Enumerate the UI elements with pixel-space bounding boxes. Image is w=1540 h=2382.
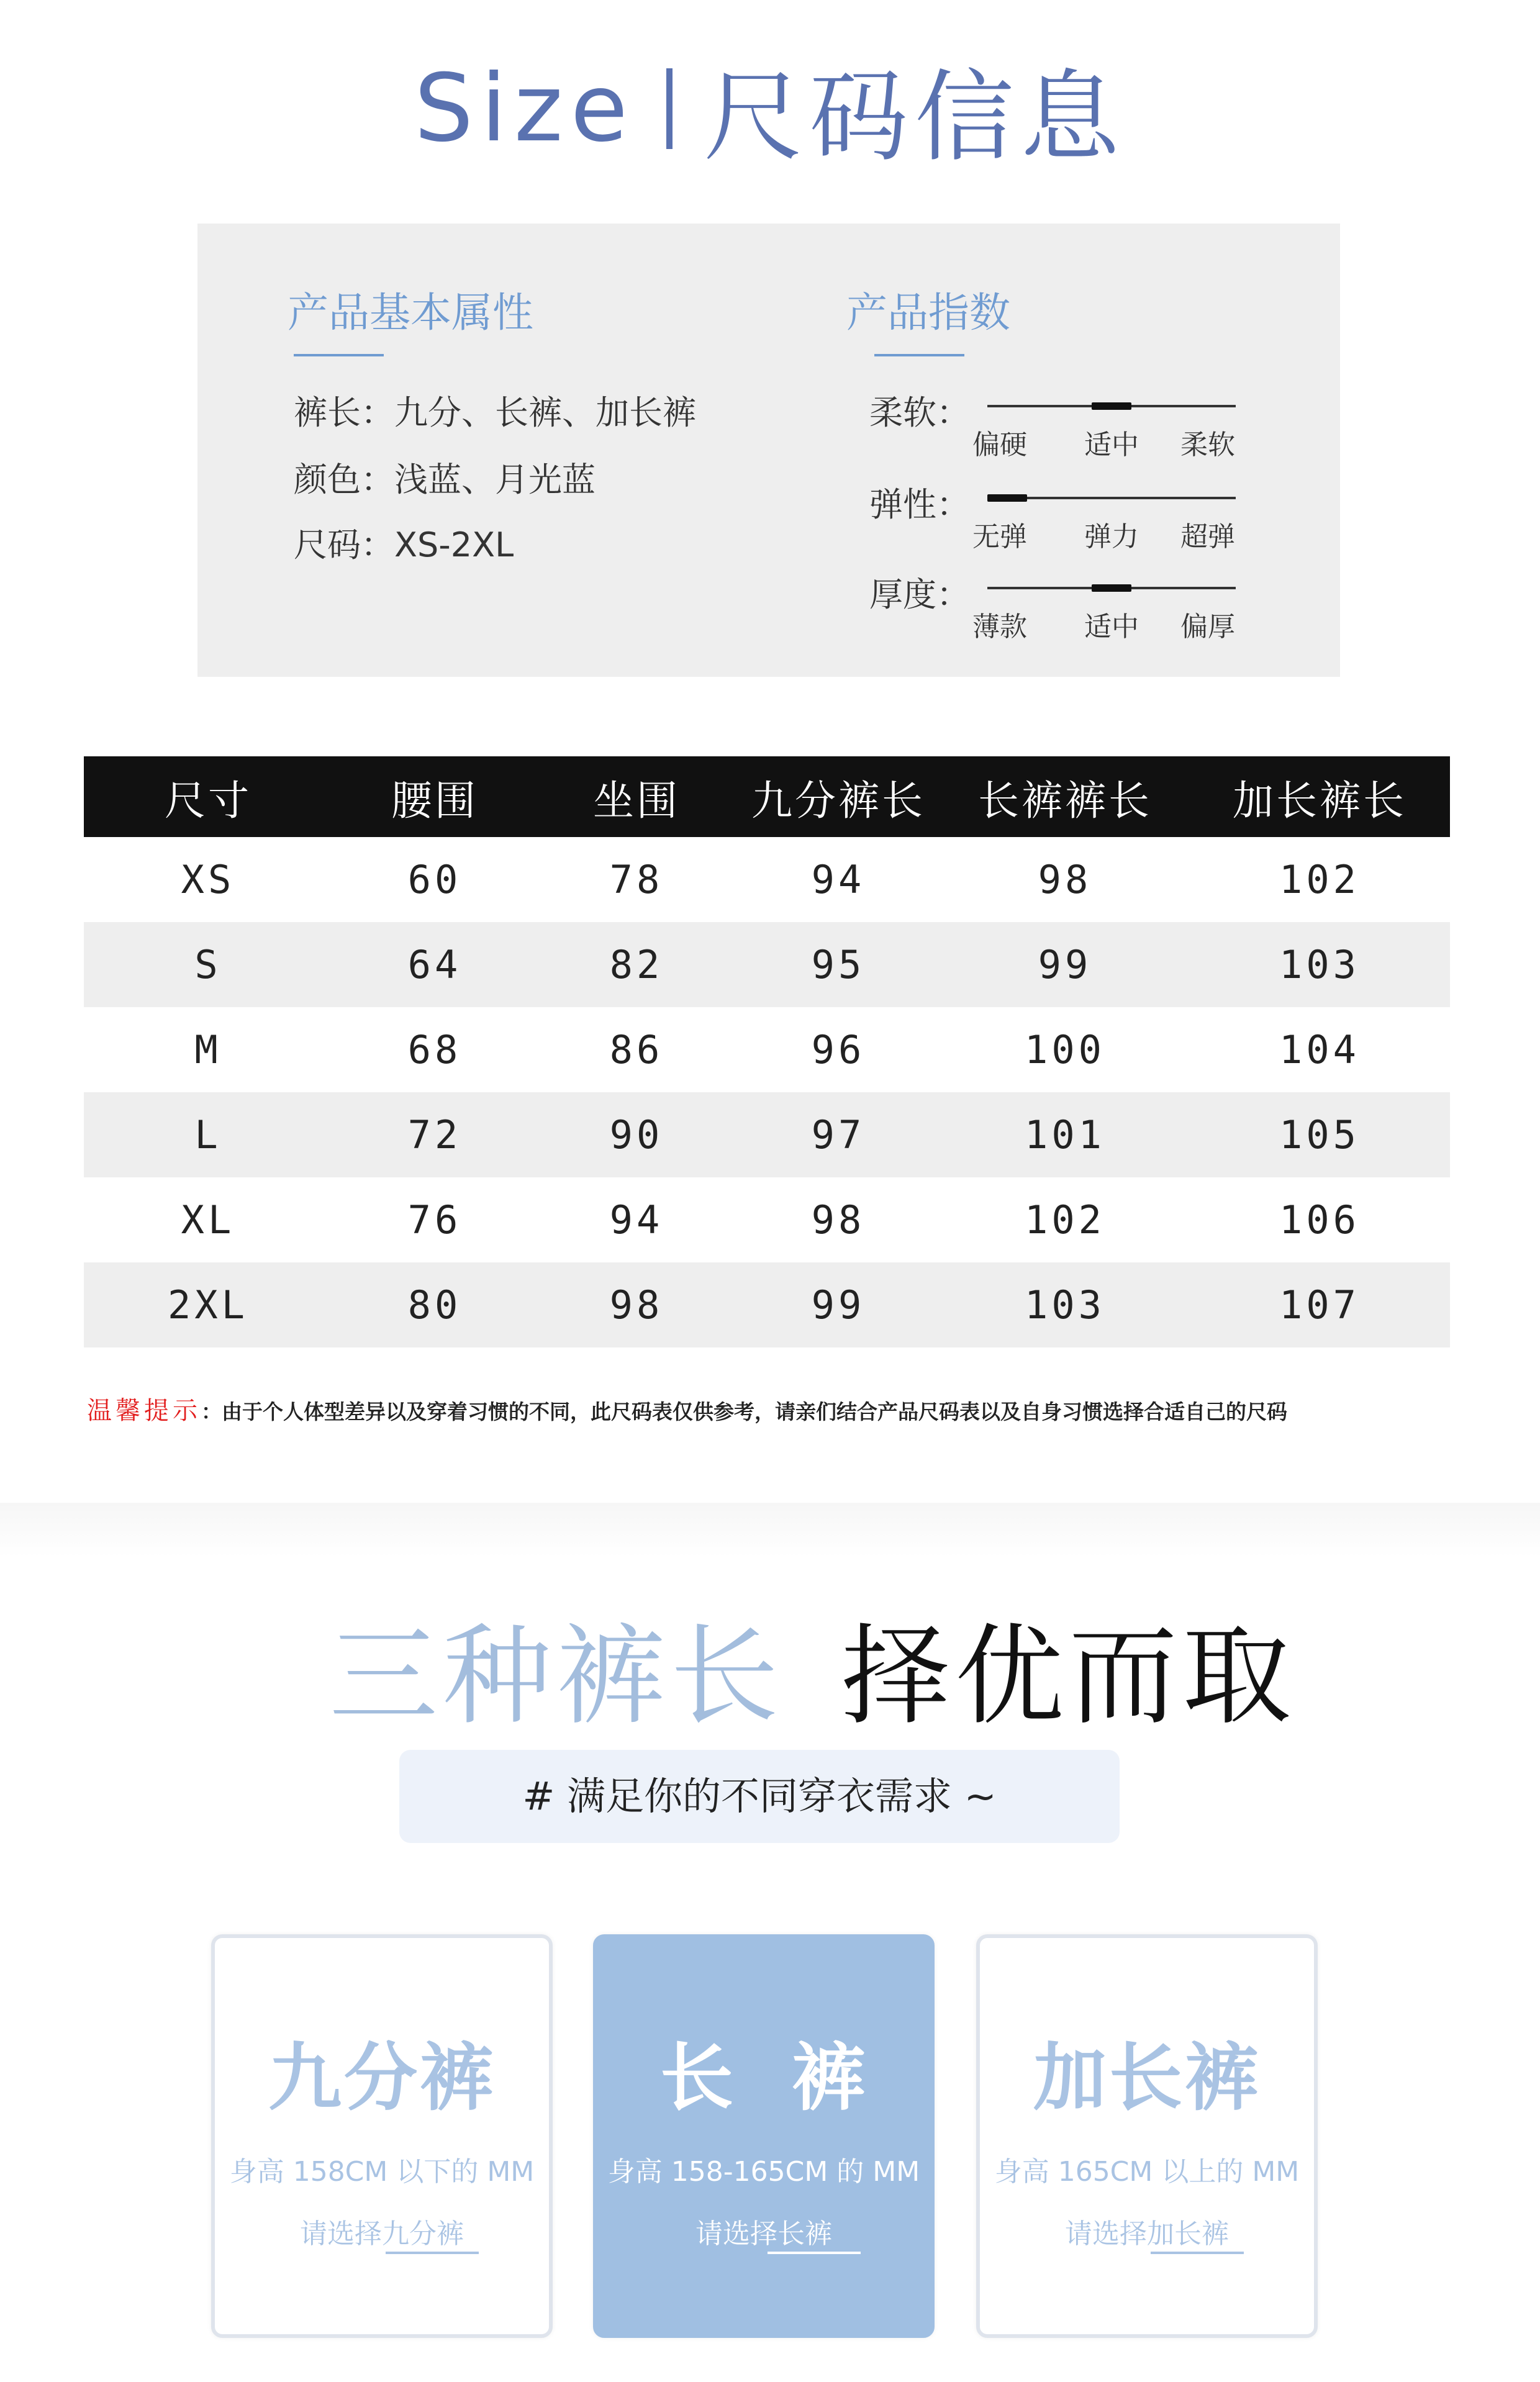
table-cell: 76 [407, 1197, 462, 1243]
card-underline [386, 2252, 479, 2254]
basic-attributes-underline [294, 354, 384, 356]
table-cell: 64 [332, 922, 537, 1007]
card-height-desc: 身高 158CM 以下的 MM [229, 2156, 535, 2188]
notice-label: 温馨提示 [87, 1397, 201, 1425]
table-cell: 94 [811, 857, 866, 902]
table-cell: 94 [609, 1197, 664, 1243]
subtitle-pill: # 满足你的不同穿衣需求 ~ [399, 1750, 1120, 1843]
table-cell: S [84, 922, 332, 1007]
title-en: Size [414, 55, 635, 163]
index-scale-thickness [972, 568, 1236, 643]
product-index-title: 产品指数 [846, 289, 1010, 337]
product-index-underline [874, 354, 964, 356]
table-cell: 99 [941, 922, 1189, 1007]
table-cell: 98 [537, 1262, 736, 1347]
table-cell: 106 [1279, 1197, 1360, 1243]
card-underline [1151, 2252, 1244, 2254]
scale-option: 薄款 [972, 611, 1027, 643]
table-row [84, 922, 1450, 1007]
table-cell: 103 [1189, 922, 1450, 1007]
table-row [84, 1092, 1450, 1177]
scale-option: 偏硬 [972, 429, 1027, 461]
table-cell: 107 [1189, 1262, 1450, 1347]
table-header-cell: 长裤裤长 [941, 756, 1189, 837]
section-divider [0, 1503, 1540, 1557]
table-header-cell: 腰围 [332, 756, 537, 837]
headline-three-lengths: 三种裤长 [329, 1614, 784, 1740]
card-pick-text: 请选择九分裤 [300, 2218, 464, 2250]
scale-option: 偏厚 [1180, 611, 1235, 643]
index-label-elasticity: 弹性： [869, 485, 970, 524]
table-header-row [84, 756, 1450, 837]
index-scale-elasticity [972, 478, 1236, 553]
scale-marker [1092, 402, 1131, 410]
title-divider [666, 68, 673, 149]
attr-pants-length: 裤长：九分、长裤、加长裤 [294, 393, 696, 432]
page-title [0, 37, 1540, 175]
table-cell: 103 [941, 1262, 1189, 1347]
scale-marker [987, 494, 1027, 502]
table-cell: 90 [537, 1092, 736, 1177]
table-cell: M [194, 1027, 222, 1072]
card-underline [768, 2252, 861, 2254]
table-cell: XL [181, 1197, 235, 1243]
attr-color: 颜色：浅蓝、月光蓝 [294, 460, 596, 499]
table-header-cell: 加长裤长 [1189, 756, 1450, 837]
table-cell: 86 [609, 1027, 664, 1072]
index-label-softness: 柔软： [869, 393, 970, 432]
table-cell: 98 [811, 1197, 866, 1243]
size-notice [87, 1391, 1453, 1426]
table-cell: 82 [537, 922, 736, 1007]
table-row [84, 1177, 1450, 1262]
scale-marker [1092, 584, 1131, 592]
card-pick-text: 请选择加长裤 [1065, 2218, 1229, 2250]
card-height-desc: 身高 165CM 以上的 MM [994, 2156, 1300, 2188]
size-table [84, 756, 1450, 1347]
headline-choose-best: 择优而取 [841, 1614, 1296, 1740]
scale-option: 适中 [1084, 611, 1139, 643]
table-cell: 102 [1279, 857, 1360, 902]
notice-text: ：由于个人体型差异以及穿着习惯的不同，此尺码表仅供参考，请亲们结合产品尺码表以及自身习惯选择合适自己的尺码 [201, 1400, 1287, 1424]
scale-option: 无弹 [972, 521, 1027, 553]
card-title: 九分裤 [268, 2035, 496, 2121]
scale-option: 适中 [1084, 429, 1139, 461]
table-row [84, 837, 1450, 922]
table-cell: 95 [736, 922, 941, 1007]
card-nine-tenths-pants[interactable] [211, 1934, 553, 2338]
table-header-cell: 九分裤长 [736, 756, 941, 837]
card-long-pants[interactable] [593, 1934, 935, 2338]
scale-option: 超弹 [1180, 521, 1235, 553]
index-label-thickness: 厚度： [869, 575, 970, 614]
table-row [84, 1262, 1450, 1347]
table-cell: 78 [609, 857, 664, 902]
table-cell: 97 [736, 1092, 941, 1177]
table-cell: 101 [941, 1092, 1189, 1177]
card-title: 长 裤 [659, 2035, 868, 2121]
table-cell: 98 [1038, 857, 1092, 902]
table-cell: L [84, 1092, 332, 1177]
table-cell: 100 [1025, 1027, 1105, 1072]
title-zh: 尺码信息 [703, 59, 1126, 175]
card-extra-long-pants[interactable] [976, 1934, 1318, 2338]
table-cell: 60 [407, 857, 462, 902]
table-cell: XS [181, 857, 235, 902]
table-header-cell: 坐围 [537, 756, 736, 837]
card-title: 加长裤 [1033, 2035, 1261, 2121]
table-header-cell: 尺寸 [84, 756, 332, 837]
card-height-desc: 身高 158-165CM 的 MM [607, 2156, 920, 2188]
table-cell: 96 [811, 1027, 866, 1072]
index-scale-softness [972, 386, 1236, 461]
scale-option: 柔软 [1180, 429, 1235, 461]
table-cell: 102 [1025, 1197, 1105, 1243]
table-cell: 2XL [84, 1262, 332, 1347]
table-cell: 80 [332, 1262, 537, 1347]
table-row [84, 1007, 1450, 1092]
table-cell: 99 [736, 1262, 941, 1347]
table-cell: 105 [1189, 1092, 1450, 1177]
card-pick-text: 请选择长裤 [695, 2218, 832, 2250]
table-cell: 104 [1279, 1027, 1360, 1072]
scale-option: 弹力 [1084, 521, 1139, 553]
table-cell: 72 [332, 1092, 537, 1177]
basic-attributes-title: 产品基本属性 [288, 289, 533, 337]
product-attributes-panel [197, 224, 1340, 677]
attr-size: 尺码：XS-2XL [294, 525, 514, 564]
table-cell: 68 [407, 1027, 462, 1072]
